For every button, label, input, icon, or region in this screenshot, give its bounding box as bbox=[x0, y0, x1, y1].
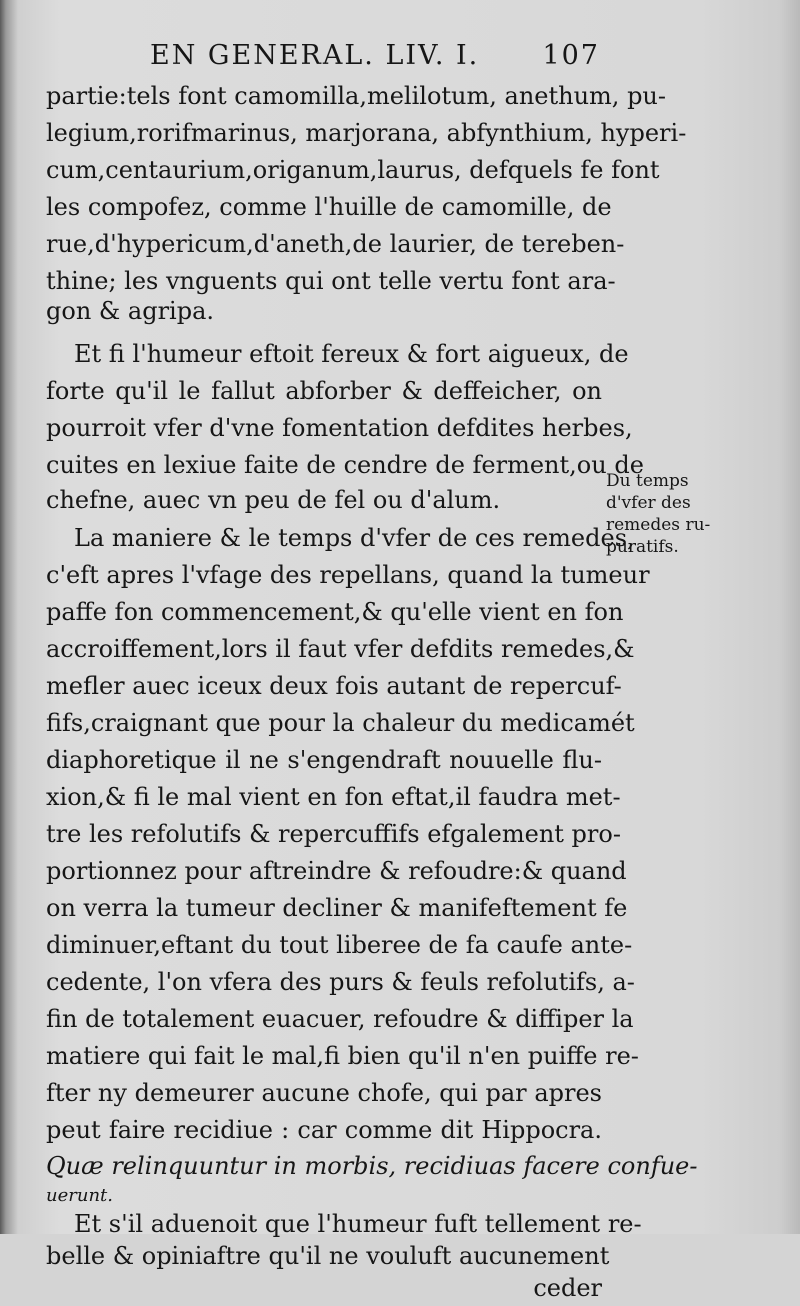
paragraph-start-line: La maniere & le temps d'vfer de ces remedes, bbox=[74, 524, 635, 552]
margin-note-line: puratifs. bbox=[606, 537, 679, 557]
text-line: fifs,craignant que pour la chaleur du medicamét bbox=[46, 709, 635, 737]
text-line: chefne, auec vn peu de fel ou d'alum. bbox=[46, 486, 501, 514]
margin-note bbox=[606, 470, 736, 558]
latin-quote-line: uerunt. bbox=[46, 1185, 113, 1206]
text-line: mefler auec iceux deux fois autant de repercuf- bbox=[46, 672, 622, 700]
paragraph-start-line: Et s'il aduenoit que l'humeur fuft tellement re- bbox=[74, 1210, 642, 1238]
text-line: accroiffement,lors il faut vfer defdits remedes,& bbox=[46, 635, 635, 663]
text-line: cum,centaurium,origanum,laurus, defquels fe font bbox=[46, 156, 660, 184]
running-title: EN GENERAL. LIV. I. bbox=[150, 40, 480, 71]
text-line: fter ny demeurer aucune chofe, qui par apres bbox=[46, 1079, 602, 1107]
text-line: thine; les vnguents qui ont telle vertu font ara- bbox=[46, 267, 616, 295]
text-line: c'eft apres l'vfage des repellans, quand la tumeur bbox=[46, 561, 650, 589]
text-line: xion,& fi le mal vient en fon eftat,il faudra met- bbox=[46, 783, 621, 811]
text-line: paffe fon commencement,& qu'elle vient en fon bbox=[46, 598, 624, 626]
text-line: diminuer,eftant du tout liberee de fa caufe ante- bbox=[46, 931, 633, 959]
text-line: matiere qui fait le mal,fi bien qu'il n'en puiffe re- bbox=[46, 1042, 639, 1070]
margin-note-line: Du temps bbox=[606, 471, 689, 491]
text-line: cedente, l'on vfera des purs & feuls refolutifs, a- bbox=[46, 968, 635, 996]
text-line: on verra la tumeur decliner & manifeftement fe bbox=[46, 894, 628, 922]
paragraph-start-line: Et fi l'humeur eftoit fereux & fort aigueux, de bbox=[74, 340, 629, 368]
text-line: legium,rorifmarinus, marjorana, abfynthium, hyperi- bbox=[46, 119, 687, 147]
margin-note-line: remedes ru- bbox=[606, 515, 711, 535]
text-line: cuites en lexiue faite de cendre de ferment,ou de bbox=[46, 451, 644, 479]
text-line: tre les refolutifs & repercuffifs efgalement pro- bbox=[46, 820, 621, 848]
text-line: fin de totalement euacuer, refoudre & diffiper la bbox=[46, 1005, 634, 1033]
text-line: diaphoretique il ne s'engendraft nouuelle flu- bbox=[46, 746, 602, 774]
text-line: belle & opiniaftre qu'il ne vouluft aucunement bbox=[46, 1242, 610, 1270]
text-line: gon & agripa. bbox=[46, 297, 215, 325]
text-line: peut faire recidiue : car comme dit Hippocra. bbox=[46, 1116, 602, 1144]
page-number: 107 bbox=[542, 40, 600, 71]
text-line: portionnez pour aftreindre & refoudre:& quand bbox=[46, 857, 627, 885]
running-header bbox=[150, 40, 600, 80]
text-line: forte qu'il le fallut abforber & deffeicher, on bbox=[46, 377, 602, 405]
margin-note-line: d'vfer des bbox=[606, 493, 691, 513]
text-line: pourroit vfer d'vne fomentation defdites herbes, bbox=[46, 414, 633, 442]
text-line: partie:tels font camomilla,melilotum, anethum, pu- bbox=[46, 82, 666, 110]
text-line: rue,d'hypericum,d'aneth,de laurier, de tereben- bbox=[46, 230, 625, 258]
catchword: ceder bbox=[533, 1274, 602, 1302]
latin-quote-line: Quæ relinquuntur in morbis, recidiuas facere confue- bbox=[46, 1152, 698, 1180]
text-line: les compofez, comme l'huille de camomille, de bbox=[46, 193, 612, 221]
